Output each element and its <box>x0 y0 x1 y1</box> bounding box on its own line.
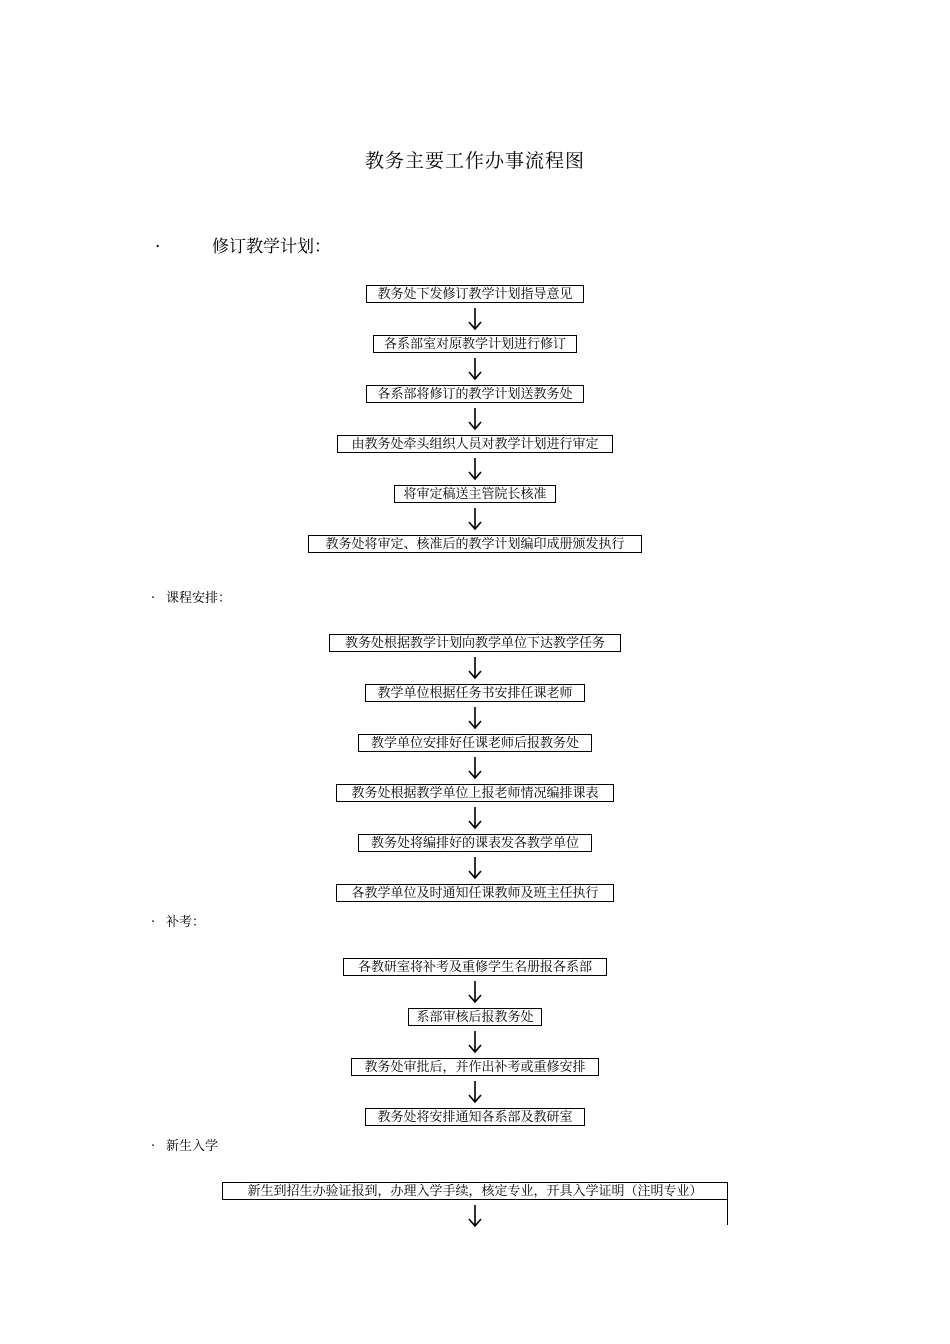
arrow-down-icon <box>467 1027 483 1057</box>
flow-step: 教务处下发修订教学计划指导意见 <box>366 285 584 303</box>
arrow-down-icon <box>467 454 483 484</box>
flow-step: 将审定稿送主管院长核准 <box>394 485 556 503</box>
flow-step: 教务处根据教学单位上报老师情况编排课表 <box>336 784 614 802</box>
section-title: 补考： <box>166 915 206 930</box>
flow-step: 教务处将编排好的课表发各教学单位 <box>358 834 592 852</box>
arrow-down-icon <box>467 703 483 733</box>
flow-step: 新生到招生办验证报到，办理入学手续，核定专业，开具入学证明（注明专业） <box>222 1182 728 1200</box>
flow-step: 各系部将修订的教学计划送教务处 <box>366 385 584 403</box>
arrow-down-icon <box>467 977 483 1007</box>
arrow-down-icon <box>467 803 483 833</box>
arrow-down-icon <box>467 404 483 434</box>
section-heading-revise-plan <box>155 232 331 257</box>
flow-step: 各教研室将补考及重修学生名册报各系部 <box>343 958 607 976</box>
flow-step: 系部审核后报教务处 <box>408 1008 542 1026</box>
box-edge-line <box>727 1200 728 1225</box>
section-heading-makeup-exam <box>151 911 206 930</box>
flow-step: 教务处审批后，并作出补考或重修安排 <box>351 1058 599 1076</box>
arrow-down-icon <box>467 653 483 683</box>
flow-step: 各教学单位及时通知任课教师及班主任执行 <box>336 884 614 902</box>
section-marker: . <box>151 587 156 602</box>
section-title: 课程安排： <box>166 591 232 606</box>
arrow-down-icon <box>467 1077 483 1107</box>
page-title: 教务主要工作办事流程图 <box>364 150 585 172</box>
arrow-down-icon <box>467 354 483 384</box>
flow-step: 教学单位安排好任课老师后报教务处 <box>358 734 592 752</box>
section-heading-course-arrangement <box>151 587 232 606</box>
flow-step: 教务处将审定、核准后的教学计划编印成册颁发执行 <box>308 535 642 553</box>
arrow-down-icon <box>467 1201 483 1231</box>
flow-step: 各系部室对原教学计划进行修订 <box>373 335 577 353</box>
arrow-down-icon <box>467 853 483 883</box>
arrow-down-icon <box>467 304 483 334</box>
section-heading-freshman-enrollment <box>151 1135 219 1154</box>
section-marker: . <box>155 232 161 252</box>
section-title: 新生入学 <box>166 1139 219 1154</box>
section-marker: . <box>151 911 156 926</box>
flow-step: 由教务处牵头组织人员对教学计划进行审定 <box>337 435 613 453</box>
arrow-down-icon <box>467 753 483 783</box>
arrow-down-icon <box>467 504 483 534</box>
section-marker: . <box>151 1135 156 1150</box>
flow-step: 教务处将安排通知各系部及教研室 <box>365 1108 585 1126</box>
flow-step: 教学单位根据任务书安排任课老师 <box>365 684 585 702</box>
flow-step: 教务处根据教学计划向教学单位下达教学任务 <box>329 634 621 652</box>
section-title: 修订教学计划： <box>212 237 331 257</box>
